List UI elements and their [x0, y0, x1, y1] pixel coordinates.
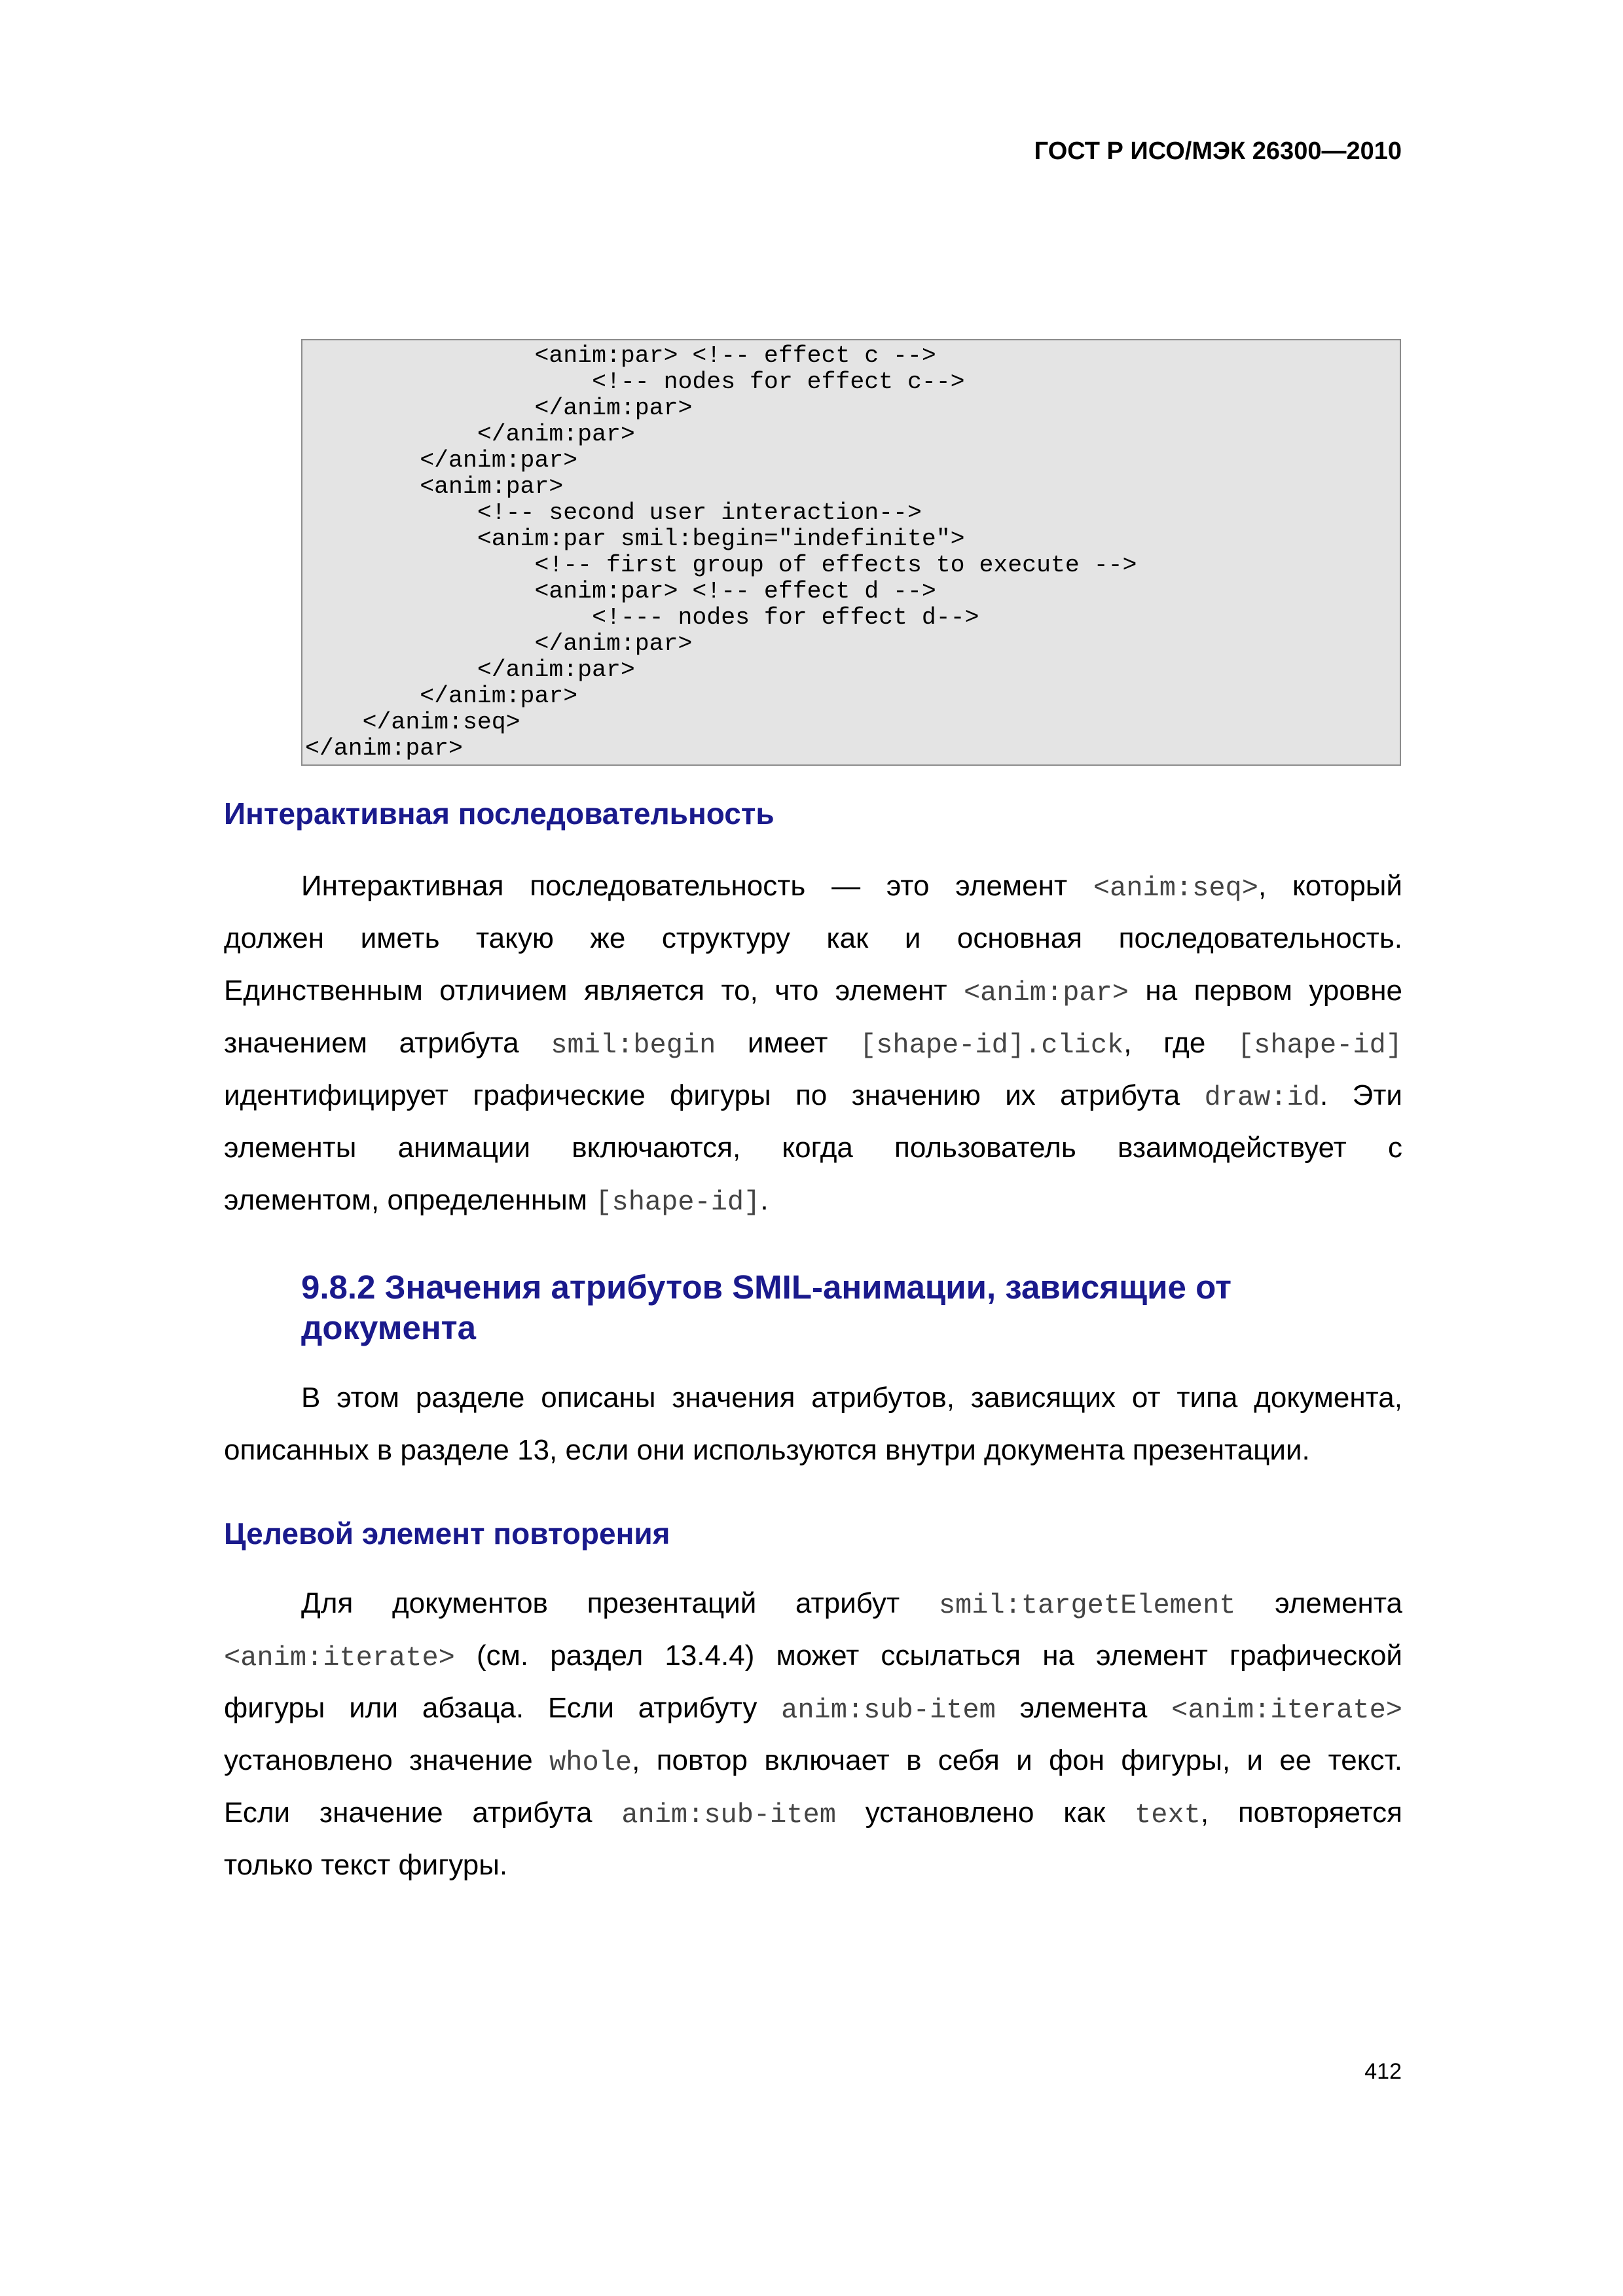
text-line: элементом, определенным [shape-id].	[224, 1184, 769, 1218]
text-line: описанных в разделе 13, если они используются внутри документа презентации.	[224, 1434, 1310, 1466]
heading-interactive-sequence: Интерактивная последовательность	[224, 797, 775, 831]
text-line: <anim:iterate> (см. раздел 13.4.4) может ссылаться на элемент графической	[224, 1640, 1402, 1674]
text-line: фигуры или абзаца. Если атрибуту anim:sub-item элемента <anim:iterate>	[224, 1692, 1402, 1726]
code-line: </anim:par>	[305, 656, 635, 683]
code-block	[301, 339, 1401, 766]
code-listing	[302, 343, 1400, 762]
text-line: Интерактивная последовательность — это элемент <anim:seq>, который	[301, 870, 1403, 904]
code-line: </anim:par>	[305, 395, 693, 422]
text-line: идентифицирует графические фигуры по значению их атрибута draw:id. Эти	[224, 1079, 1402, 1113]
page-number: 412	[1364, 2059, 1402, 2084]
code-line: </anim:par>	[305, 421, 635, 448]
text-line: Единственным отличием является то, что элемент <anim:par> на первом уровне	[224, 975, 1403, 1009]
code-line: <anim:par> <!-- effect d -->	[305, 578, 936, 605]
code-line: <!-- first group of effects to execute -->	[305, 552, 1137, 579]
code-line: </anim:par>	[305, 735, 463, 762]
text-line: В этом разделе описаны значения атрибутов, зависящих от типа документа,	[301, 1382, 1402, 1414]
document-header: ГОСТ Р ИСО/МЭК 26300—2010	[1034, 137, 1402, 165]
code-line: <anim:par smil:begin="indefinite">	[305, 526, 965, 552]
code-line: </anim:par>	[305, 630, 693, 657]
text-line: Если значение атрибута anim:sub-item установлено как text, повторяется	[224, 1797, 1402, 1831]
heading-section-9-8-2: 9.8.2 Значения атрибутов SMIL-анимации, зависящие от документа	[301, 1268, 1231, 1346]
code-line: <!-- nodes for effect c-->	[305, 368, 965, 395]
paragraph-interactive-sequence	[224, 860, 1402, 1227]
text-line: элементы анимации включаются, когда пользователь взаимодействует с	[224, 1132, 1402, 1164]
code-line: <anim:par> <!-- effect c -->	[305, 342, 936, 369]
text-line: только текст фигуры.	[224, 1849, 508, 1881]
code-line: </anim:par>	[305, 447, 578, 474]
code-line: </anim:par>	[305, 683, 578, 709]
paragraph-section-9-8-2	[224, 1372, 1402, 1477]
code-line: <anim:par>	[305, 473, 564, 500]
text-line: установлено значение whole, повтор включает в себя и фон фигуры, и ее текст.	[224, 1744, 1402, 1778]
text-line: значением атрибута smil:begin имеет [shape-id].click, где [shape-id]	[224, 1027, 1402, 1061]
code-line: <!-- second user interaction-->	[305, 499, 922, 526]
text-line: Для документов презентаций атрибут smil:targetElement элемента	[301, 1587, 1402, 1621]
code-line: </anim:seq>	[305, 709, 520, 736]
code-line: <!--- nodes for effect d-->	[305, 604, 979, 631]
heading-iteration-target: Целевой элемент повторения	[224, 1516, 670, 1551]
text-line: должен иметь такую же структуру как и основная последовательность.	[224, 922, 1402, 954]
paragraph-iteration-target	[224, 1577, 1402, 1892]
